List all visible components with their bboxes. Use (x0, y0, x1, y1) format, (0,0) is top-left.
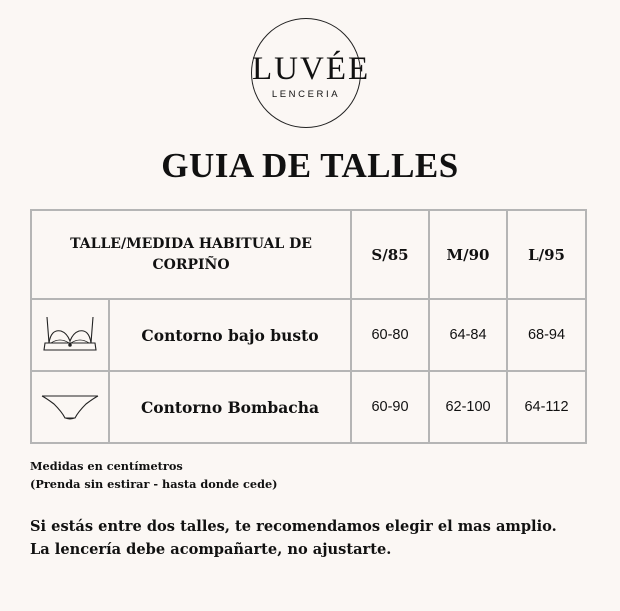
recommendation-line-1: Si estás entre dos talles, te recomendamos elegir el mas amplio. (30, 518, 557, 535)
size-header-s: S/85 (351, 210, 429, 299)
table-row (31, 299, 586, 371)
recommendation-line-2: La lencería debe acompañarte, no ajustarte. (30, 541, 392, 558)
header-label-cell (31, 210, 351, 299)
header-label: TALLE/MEDIDA HABITUAL DE CORPIÑO (70, 235, 312, 273)
brand-logo (251, 18, 371, 128)
logo-name: LUVÉE (252, 51, 371, 87)
value-cell: 68-94 (507, 299, 586, 371)
value-cell: 62-100 (429, 371, 507, 443)
bra-icon (41, 315, 99, 355)
page-title: GUIA DE TALLES (161, 146, 459, 185)
value-cell: 60-90 (351, 371, 429, 443)
panty-icon (40, 390, 100, 424)
note-line-instructions: (Prenda sin estirar - hasta donde cede) (30, 477, 278, 491)
size-guide-table (30, 209, 587, 444)
panty-icon-cell (31, 371, 109, 443)
recommendation-text (30, 515, 557, 561)
note-line-units: Medidas en centímetros (30, 459, 183, 473)
logo-subtitle: LENCERIA (271, 89, 341, 100)
value-cell: 60-80 (351, 299, 429, 371)
measurement-note (30, 457, 278, 493)
value-cell: 64-112 (507, 371, 586, 443)
row-label: Contorno Bombacha (109, 371, 351, 443)
bra-icon-cell (31, 299, 109, 371)
value-cell: 64-84 (429, 299, 507, 371)
size-header-m: M/90 (429, 210, 507, 299)
size-header-l: L/95 (507, 210, 586, 299)
table-row (31, 371, 586, 443)
row-label: Contorno bajo busto (109, 299, 351, 371)
table-header-row (31, 210, 586, 299)
